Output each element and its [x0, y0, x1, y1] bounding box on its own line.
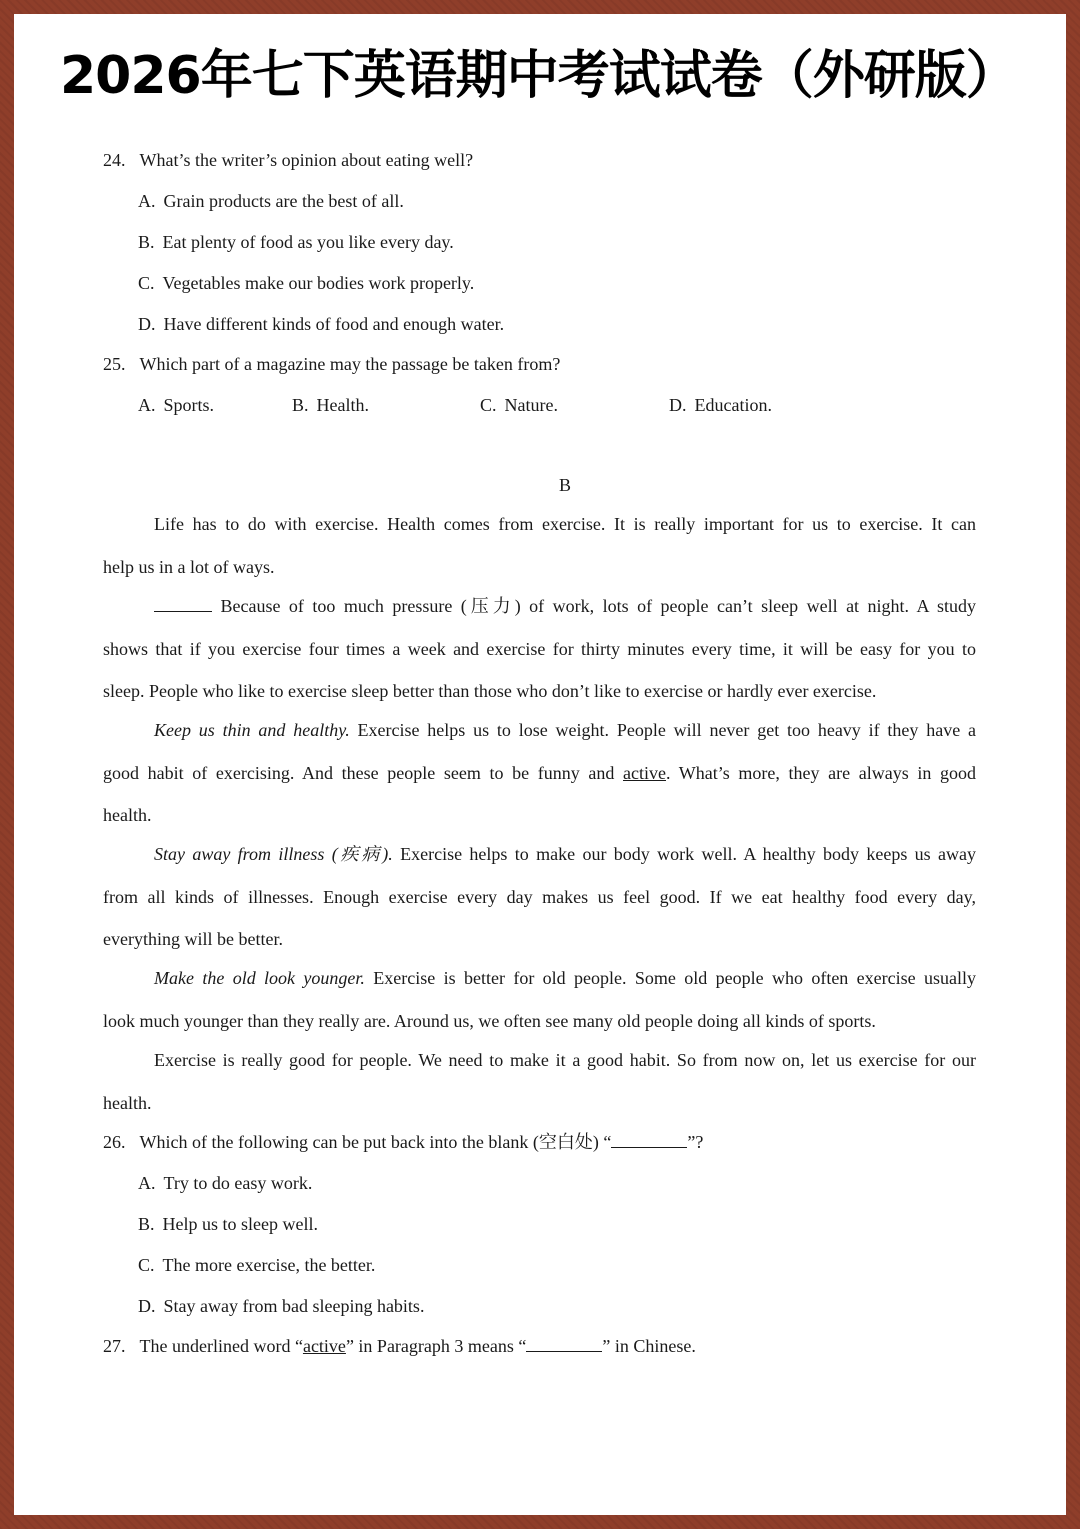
passage-p3-line3: health.	[103, 805, 152, 825]
passage-p6-line2: health.	[103, 1093, 152, 1113]
paragraph-heading: Make the old look younger.	[154, 968, 365, 988]
passage-p4-line2: from all kinds of illnesses. Enough exercise every day makes us feel good. If we eat healthy food every day,	[103, 887, 976, 907]
question-24	[103, 148, 473, 172]
page-title: 2026年七下英语期中考试试卷（外研版）	[60, 46, 1017, 106]
q26-option-a: A. Try to do easy work.	[138, 1173, 313, 1193]
passage-p2-line1: Because of too much pressure (压力) of work, lots of people can’t sleep well at night. A study	[154, 594, 976, 618]
passage-p4-line3: everything will be better.	[103, 929, 283, 949]
q24-option-b: B. Eat plenty of food as you like every day.	[138, 232, 454, 252]
question-number: 26.	[103, 1132, 126, 1152]
passage-p2-line2: shows that if you exercise four times a week and exercise for thirty minutes every time, it will be easy for you to	[103, 639, 976, 659]
question-26: 26. Which of the following can be put back into the blank (空白处) “ ”?	[103, 1132, 704, 1152]
q24-option-d: D. Have different kinds of food and enough water.	[138, 314, 505, 334]
underlined-word: active	[623, 763, 666, 783]
question-text: Which part of a magazine may the passage be taken from?	[139, 354, 561, 374]
passage-p5-line1: Make the old look younger. Exercise is better for old people. Some old people who often exercise usually	[154, 968, 976, 988]
question-number: 24.	[103, 150, 126, 170]
q25-option-c: C. Nature.	[480, 395, 558, 415]
q24-option-a: A. Grain products are the best of all.	[138, 191, 404, 211]
answer-blank	[611, 1131, 687, 1148]
q25-option-d: D. Education.	[669, 395, 772, 415]
q24-option-c: C. Vegetables make our bodies work properly.	[138, 273, 475, 293]
section-label: B	[558, 475, 571, 495]
passage-p1-line1: Life has to do with exercise. Health comes from exercise. It is really important for us to exercise. It can	[154, 514, 976, 534]
q26-option-c: C. The more exercise, the better.	[138, 1255, 376, 1275]
question-number: 27.	[103, 1336, 126, 1356]
q26-option-d: D. Stay away from bad sleeping habits.	[138, 1296, 425, 1316]
question-25	[103, 352, 560, 376]
question-number: 25.	[103, 354, 126, 374]
q25-option-b: B. Health.	[292, 395, 369, 415]
answer-blank	[154, 595, 212, 612]
passage-p2-line3: sleep. People who like to exercise sleep better than those who don’t like to exercise or hardly ever exercise.	[103, 681, 877, 701]
passage-p6-line1: Exercise is really good for people. We need to make it a good habit. So from now on, let us exercise for our	[154, 1050, 976, 1070]
underlined-word: active	[302, 1336, 346, 1356]
paragraph-heading: Stay away from illness (疾病).	[154, 844, 393, 864]
passage-p1-line2: help us in a lot of ways.	[103, 557, 275, 577]
q26-option-b: B. Help us to sleep well.	[138, 1214, 318, 1234]
passage-p5-line2: look much younger than they really are. Around us, we often see many old people doing all kinds of sports.	[103, 1011, 876, 1031]
paragraph-heading: Keep us thin and healthy.	[154, 720, 350, 740]
answer-blank	[526, 1335, 602, 1352]
passage-p4-line1: Stay away from illness (疾病). Exercise helps to make our body work well. A healthy body keeps us away	[154, 844, 977, 864]
question-27: 27. The underlined word “active” in Paragraph 3 means “ ” in Chinese.	[103, 1336, 696, 1356]
question-text: What’s the writer’s opinion about eating well?	[139, 150, 474, 170]
q25-option-a: A. Sports.	[138, 395, 215, 415]
passage-p3-line2: good habit of exercising. And these people seem to be funny and active. What’s more, they are always in good	[103, 763, 977, 783]
passage-p3-line1: Keep us thin and healthy. Exercise helps us to lose weight. People will never get too heavy if they have a	[154, 720, 976, 740]
